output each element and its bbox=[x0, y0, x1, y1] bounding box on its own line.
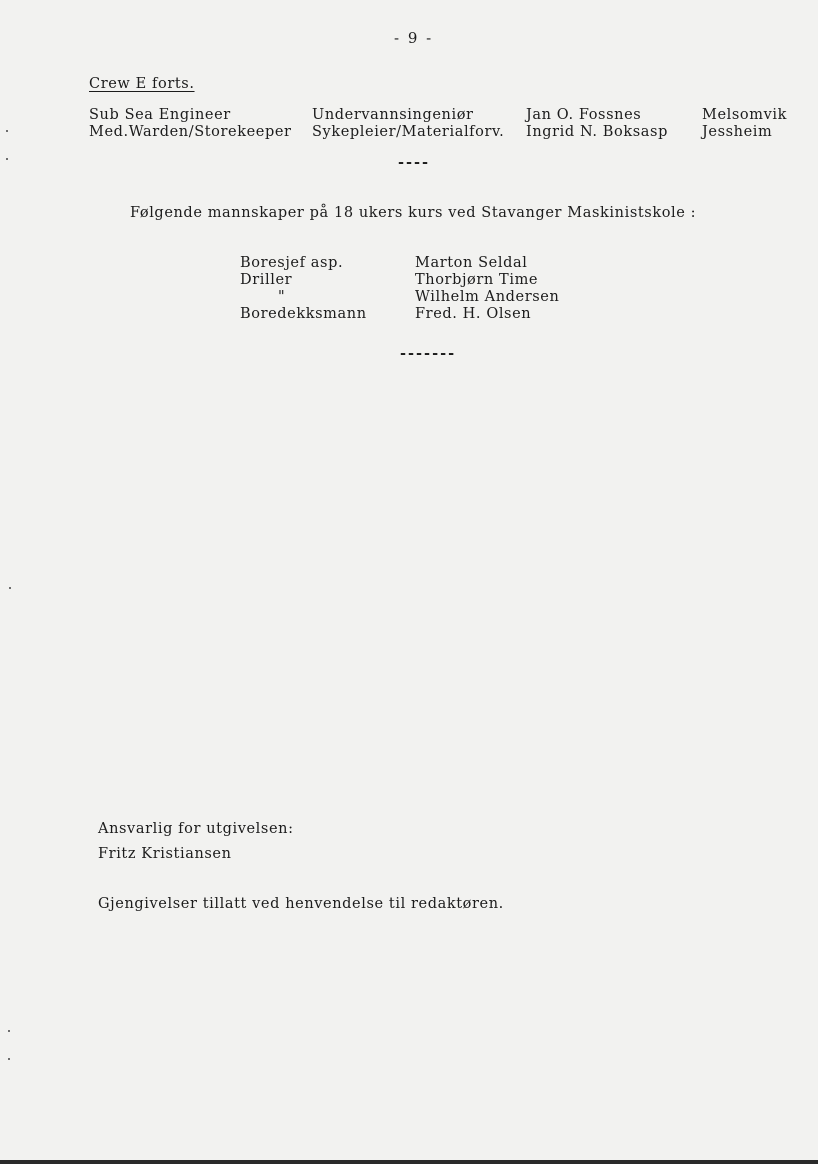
roster-position: Med.Warden/Storekeeper bbox=[89, 124, 292, 140]
roster-position-norwegian: Undervannsingeniør bbox=[312, 107, 474, 123]
course-name: Marton Seldal bbox=[415, 255, 528, 271]
course-name: Wilhelm Andersen bbox=[415, 289, 560, 305]
roster-location: Melsomvik bbox=[702, 107, 788, 123]
section-title: Crew E forts. bbox=[89, 76, 195, 92]
roster-name: Ingrid N. Boksasp bbox=[526, 124, 668, 140]
responsible-label: Ansvarlig for utgivelsen: bbox=[98, 821, 294, 837]
page-number: - 9 - bbox=[394, 29, 434, 47]
section-divider: ---- bbox=[398, 154, 431, 171]
course-role: Driller bbox=[240, 272, 293, 288]
course-role: Boresjef asp. bbox=[240, 255, 344, 271]
course-role-ditto: " bbox=[278, 289, 286, 305]
course-name: Thorbjørn Time bbox=[415, 272, 539, 288]
scan-bottom-edge bbox=[0, 1160, 818, 1164]
roster-position: Sub Sea Engineer bbox=[89, 107, 231, 123]
course-name: Fred. H. Olsen bbox=[415, 306, 532, 322]
scan-speck bbox=[8, 1058, 10, 1060]
reprint-notice: Gjengivelser tillatt ved henvendelse til redaktøren. bbox=[98, 896, 504, 912]
roster-location: Jessheim bbox=[702, 124, 773, 140]
section-divider: ------- bbox=[400, 345, 457, 362]
roster-position-norwegian: Sykepleier/Materialforv. bbox=[312, 124, 505, 140]
responsible-name: Fritz Kristiansen bbox=[98, 846, 232, 862]
scan-speck bbox=[6, 130, 8, 132]
course-role: Boredekksmann bbox=[240, 306, 367, 322]
scan-speck bbox=[8, 1030, 10, 1032]
course-intro: Følgende mannskaper på 18 ukers kurs ved Stavanger Maskinistskole : bbox=[130, 205, 697, 221]
scan-speck bbox=[6, 158, 8, 160]
roster-name: Jan O. Fossnes bbox=[526, 107, 642, 123]
scan-speck bbox=[9, 587, 11, 589]
